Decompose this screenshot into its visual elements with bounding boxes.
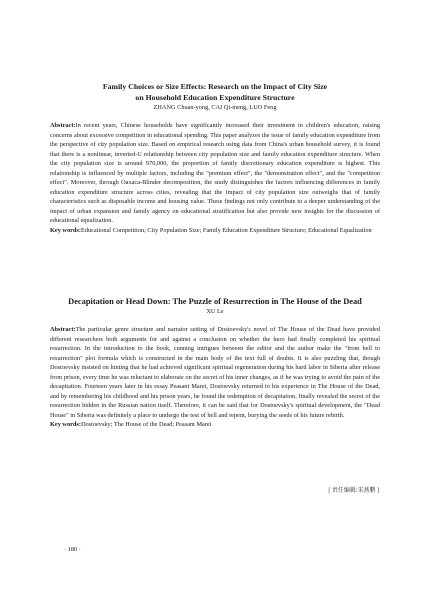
article-2-title: Decapitation or Head Down: The Puzzle of Resurrection in The House of the Dead (68, 297, 362, 306)
article-1-abstract (50, 121, 380, 226)
article-2-keywords (50, 420, 380, 430)
page-number: · 180 · (64, 546, 81, 553)
keywords-text: Educational Competition; City Population Size; Family Education Expenditure Structure; Educational Equalization (80, 226, 372, 234)
article-2-abstract (50, 325, 380, 420)
article-2-authors: XU Le (206, 308, 224, 315)
abstract-label: Abstract: (50, 122, 76, 129)
article-1-title-line-2: on Household Education Expenditure Structure (135, 92, 295, 102)
abstract-text: The particular genre structure and narrator setting of Dostoevsky's novel of The House of the Dead have provided different researchers both arguments for and against a conclusion on whether the hero had finally completed his spiritual resurrection. In the introduction to the book, cunning intrigues between the editor and the author make the "from hell to resurrection" plot formula which is constructed in the main body of the text full of doubts. It is also puzzling that, though Dostoevsky insisted on hinting that he had achieved significant spiritual regeneration during his hard labor in Siberia after release from prison, every time he was reluctant to elaborate on the secret of his inner changes, as if he was trying to avoid the pain of the decapitation. Fourteen years later in his essay Peasant Marei, Dostoevsky returned to his experience in The House of the Dead, and by remembering his childhood and his prison years, he found the redemption of decapitation, finally revealed the secret of the resurrection hidden in the Russian nation itself. Therefore, it can be said that for Dostoevsky's spiritual development, the "Dead House" in Siberia was definitely a place to undergo the test of hell and repent, burying the seeds of his future rebirth. (50, 326, 380, 419)
keywords-label: Key words: (50, 421, 81, 428)
editor-note: [ 责任编辑:宋燕鹏 ] (328, 488, 379, 494)
keywords-text: Dostoevsky; The House of the Dead; Peasant Marei (80, 421, 212, 428)
keywords-label: Key words: (50, 226, 81, 234)
article-1 (50, 82, 380, 235)
article-1-keywords (50, 226, 380, 236)
abstract-label: Abstract: (50, 326, 76, 333)
article-1-authors: ZHANG Chuan-yong, CAI Qi-meng, LUO Feng (153, 104, 277, 111)
article-1-title-line-1: Family Choices or Size Effects: Research on the Impact of City Size (102, 82, 328, 91)
abstract-text: In recent years, Chinese households have significantly increased their investment in children's education, raising concerns about excessive competition in educational spending. This paper analyzes the issue of family education expenditure from the perspective of city population size. Based on empirical research using data from China's urban household survey, it is found that there is a nonlinear, inverted-U relationship between city population size and family education expenditure structure. When the city population size is around 970,000, the proportion of family discretionary education expenditure is highest. This relationship is influenced by multiple factors, including the "premium effect", the "demonstration effect", and the "competition effect". Moreover, through Oaxaca-Blinder decomposition, the study distinguishes the factors influencing differences in family education expenditure structure across cities, revealing that the impact of city population size outweighs that of family characteristics such as disposable income and housing value. These findings not only contribute to a deeper understanding of the impact of urban expansion and family agency on educational stratification but also provide new insights for the discussion of educational equalization. (50, 122, 380, 224)
article-2 (50, 296, 380, 430)
